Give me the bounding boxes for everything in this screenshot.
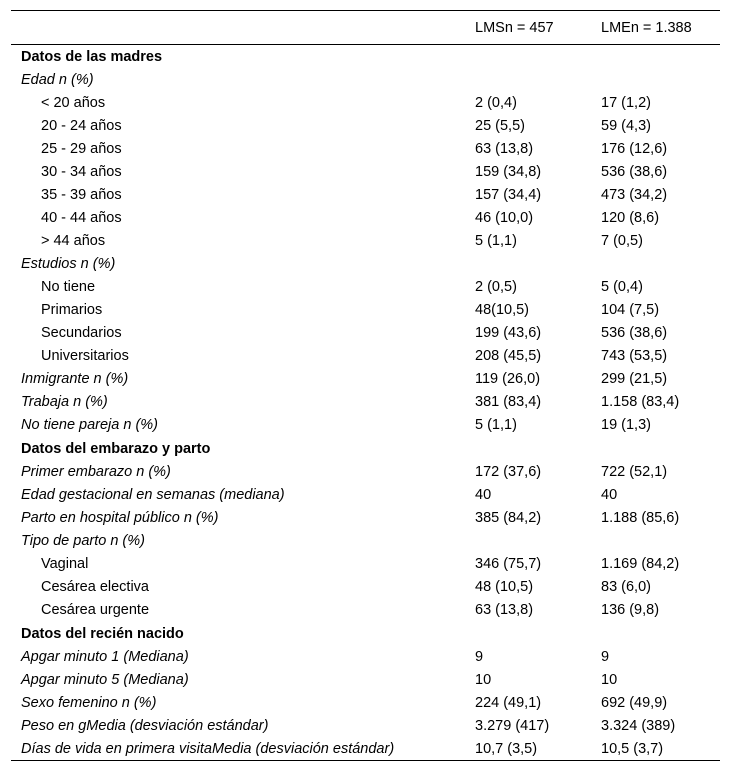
lms-value [475,69,601,92]
table-row [11,553,720,576]
data-table [11,10,720,761]
lms-value: 25 (5,5) [475,118,525,134]
table-row [11,368,720,391]
lms-value: 385 (84,2) [475,510,542,526]
table-row [11,138,720,161]
section-row [11,45,720,69]
table-row [11,715,720,738]
table-row [11,738,720,761]
lme-value: 136 (9,8) [601,602,660,618]
row-label: 35 - 39 años [41,187,122,203]
table-row [11,253,720,276]
lms-value [475,622,601,646]
row-label: Vaginal [41,556,89,572]
row-label: Tipo de parto n (%) [21,533,145,549]
table-row [11,507,720,530]
lms-value: 208 (45,5) [475,348,542,364]
lms-value [475,45,601,69]
row-label: Estudios n (%) [21,256,116,272]
row-label: Días de vida en primera visitaMedia (desviación estándar) [11,738,475,761]
lme-value: 104 (7,5) [601,302,660,318]
header-lms: LMSn = 457 [475,11,601,45]
row-label: 40 - 44 años [41,210,122,226]
lme-value [601,437,720,461]
table-row [11,161,720,184]
lme-value: 19 (1,3) [601,417,651,433]
section-row [11,622,720,646]
table-row [11,322,720,345]
table-row [11,115,720,138]
table-row [11,69,720,92]
row-label: No tiene pareja n (%) [21,417,159,433]
section-row [11,437,720,461]
lms-value: 381 (83,4) [475,394,542,410]
lme-value [601,530,720,553]
table-row [11,230,720,253]
row-label: Primer embarazo n (%) [21,464,171,480]
row-label: > 44 años [41,233,106,249]
lms-value: 159 (34,8) [475,164,542,180]
table-body [11,45,720,761]
lme-value [601,253,720,276]
table-row [11,345,720,368]
lms-value: 2 (0,4) [475,95,517,111]
lms-value [475,253,601,276]
lms-value: 5 (1,1) [475,233,517,249]
row-label: Apgar minuto 1 (Mediana) [21,649,189,665]
table-row [11,184,720,207]
row-label: Trabaja n (%) [21,394,108,410]
table-row [11,692,720,715]
row-label: Cesárea electiva [41,579,149,595]
row-label: < 20 años [41,95,106,111]
table-row [11,276,720,299]
lms-value [475,437,601,461]
lme-value [601,69,720,92]
lme-value: 1.158 (83,4) [601,394,680,410]
lme-value: 40 [601,487,618,503]
table-row [11,484,720,507]
row-label: Sexo femenino n (%) [21,695,157,711]
lms-value: 224 (49,1) [475,695,542,711]
lms-value: 9 [475,649,484,665]
table-row [11,207,720,230]
lms-value: 346 (75,7) [475,556,542,572]
row-label: 25 - 29 años [41,141,122,157]
row-label: Datos del embarazo y parto [21,440,211,457]
lme-value: 7 (0,5) [601,233,643,249]
table-container [11,10,720,761]
row-label: Edad gestacional en semanas (mediana) [21,487,285,503]
table-row [11,299,720,322]
lme-value: 1.169 (84,2) [601,556,680,572]
row-label: 30 - 34 años [41,164,122,180]
lms-value: 5 (1,1) [475,417,517,433]
lme-value [601,622,720,646]
lms-value: 63 (13,8) [475,141,534,157]
table-row [11,92,720,115]
lms-value: 63 (13,8) [475,602,534,618]
table-row [11,599,720,622]
row-label: Cesárea urgente [41,602,150,618]
lms-value: 157 (34,4) [475,187,542,203]
row-label: Peso en gMedia (desviación estándar) [21,718,269,734]
table-row [11,391,720,414]
lms-value [475,530,601,553]
lms-value: 119 (26,0) [475,371,541,387]
lms-value: 3.279 (417) [475,718,550,734]
row-label: Inmigrante n (%) [21,371,129,387]
lme-value: 9 [601,649,610,665]
lms-value: 10,7 (3,5) [475,738,601,761]
table-row [11,576,720,599]
table-row [11,530,720,553]
lms-value: 172 (37,6) [475,464,542,480]
lme-value: 743 (53,5) [601,348,668,364]
row-label: Datos de las madres [21,48,163,65]
lme-value: 536 (38,6) [601,325,668,341]
lme-value: 1.188 (85,6) [601,510,680,526]
lms-value: 40 [475,487,492,503]
lms-value: 2 (0,5) [475,279,517,295]
row-label: Edad n (%) [21,72,94,88]
row-label: Primarios [41,302,103,318]
lms-value: 48 (10,5) [475,579,534,595]
lme-value: 692 (49,9) [601,695,668,711]
lme-value: 176 (12,6) [601,141,668,157]
lme-value [601,45,720,69]
lme-value: 83 (6,0) [601,579,651,595]
lms-value: 10 [475,672,492,688]
lme-value: 10 [601,672,618,688]
lme-value: 722 (52,1) [601,464,668,480]
lme-value: 59 (4,3) [601,118,651,134]
lms-value: 48(10,5) [475,302,530,318]
table-row [11,414,720,437]
row-label: Parto en hospital público n (%) [21,510,219,526]
lms-value: 46 (10,0) [475,210,534,226]
header-lme: LMEn = 1.388 [601,11,720,45]
row-label: Apgar minuto 5 (Mediana) [21,672,189,688]
header-label [11,11,475,45]
lme-value: 3.324 (389) [601,718,676,734]
lme-value: 10,5 (3,7) [601,738,720,761]
lme-value: 299 (21,5) [601,371,668,387]
row-label: No tiene [41,279,96,295]
row-label: 20 - 24 años [41,118,122,134]
table-row [11,669,720,692]
lme-value: 536 (38,6) [601,164,668,180]
lme-value: 120 (8,6) [601,210,660,226]
lme-value: 5 (0,4) [601,279,643,295]
lme-value: 17 (1,2) [601,95,651,111]
row-label: Universitarios [41,348,129,364]
table-row [11,646,720,669]
row-label: Datos del recién nacido [21,625,184,642]
header-row [11,11,720,45]
lms-value: 199 (43,6) [475,325,542,341]
table-row [11,461,720,484]
row-label: Secundarios [41,325,122,341]
lme-value: 473 (34,2) [601,187,668,203]
